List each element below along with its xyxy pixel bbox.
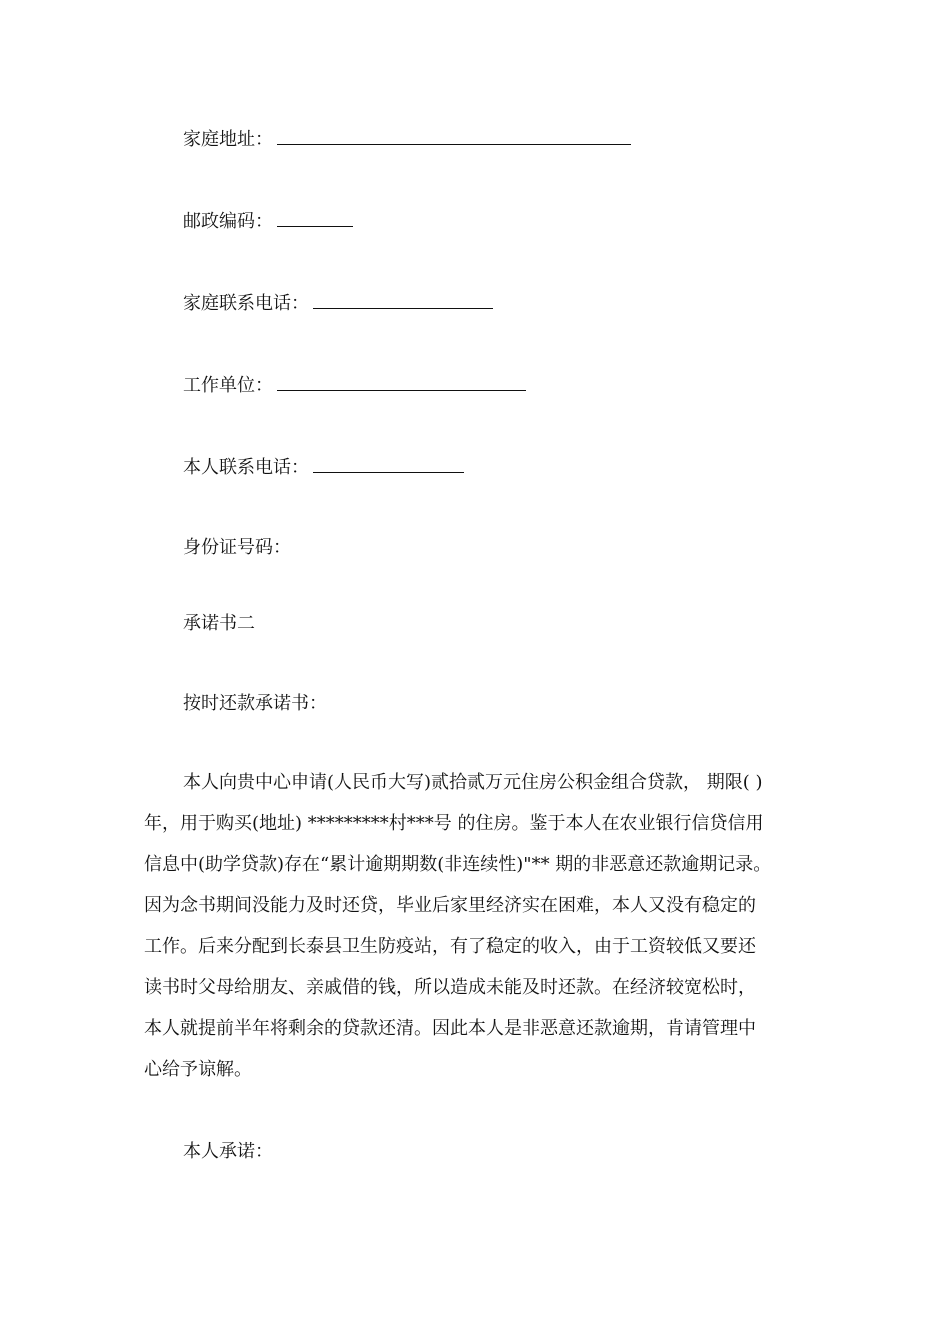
home-address-blank — [277, 126, 631, 145]
body-line: 年，用于购买(地址) *********村***号 的住房。鉴于本人在农业银行信贷信用 — [144, 813, 764, 834]
body-line: 工作。后来分配到长泰县卫生防疫站，有了稳定的收入，由于工资较低又要还 — [144, 936, 756, 957]
postal-code-field — [183, 208, 353, 234]
body-line: 本人向贵中心申请(人民币大写)贰拾贰万元住房公积金组合贷款， 期限( ) — [183, 772, 763, 793]
section-title: 承诺书二 — [183, 613, 255, 634]
work-unit-field — [183, 372, 526, 398]
body-line: 心给予谅解。 — [144, 1059, 252, 1080]
personal-phone-blank — [313, 454, 464, 473]
body-line: 读书时父母给朋友、亲戚借的钱，所以造成未能及时还款。在经济较宽松时， — [144, 977, 756, 998]
postal-code-blank — [277, 208, 353, 227]
home-address-label: 家庭地址： — [183, 129, 273, 150]
body-line: 因为念书期间没能力及时还贷，毕业后家里经济实在困难，本人又没有稳定的 — [144, 895, 756, 916]
postal-code-label: 邮政编码： — [183, 211, 273, 232]
home-address-field — [183, 126, 631, 152]
work-unit-blank — [277, 372, 526, 391]
id-number-field — [183, 536, 291, 560]
body-line: 本人就提前半年将剩余的贷款还清。因此本人是非恶意还款逾期，肯请管理中 — [144, 1018, 756, 1039]
letter-heading: 按时还款承诺书： — [183, 693, 327, 714]
work-unit-label: 工作单位： — [183, 375, 273, 396]
id-number-label: 身份证号码： — [183, 537, 291, 558]
personal-phone-label: 本人联系电话： — [183, 457, 309, 478]
home-phone-blank — [313, 290, 493, 309]
body-line: 信息中(助学贷款)存在“累计逾期期数(非连续性)"** 期的非恶意还款逾期记录。 — [144, 854, 772, 875]
home-phone-field — [183, 290, 493, 316]
home-phone-label: 家庭联系电话： — [183, 293, 309, 314]
closing-heading: 本人承诺： — [183, 1141, 273, 1162]
personal-phone-field — [183, 454, 464, 480]
